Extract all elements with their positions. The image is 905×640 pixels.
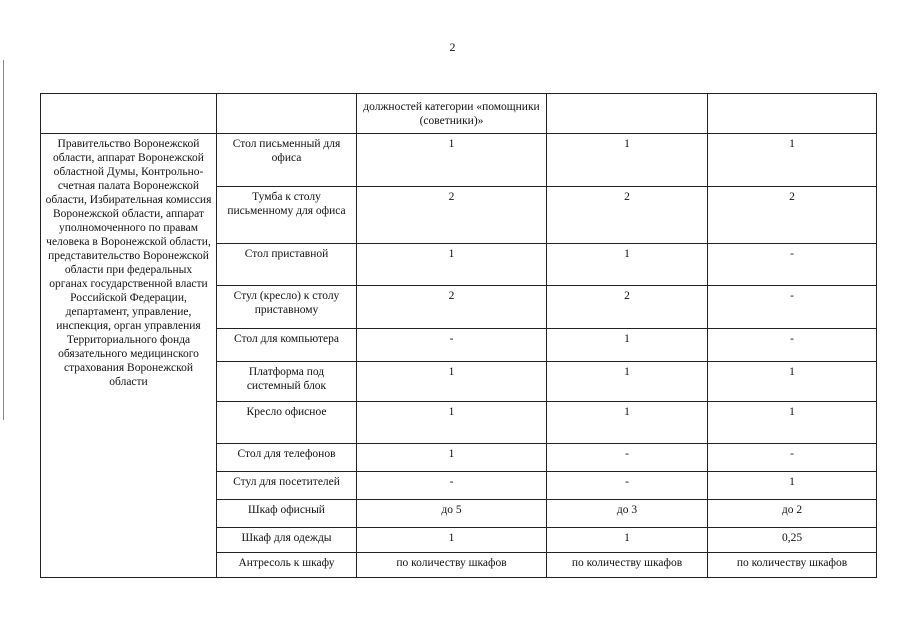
value-cell: 1 [357,444,547,472]
value-cell: - [708,286,877,329]
header-cell-category-2 [547,94,708,134]
left-margin-line [3,60,4,420]
item-name: Стол письменный для офиса [217,134,357,187]
value-cell: 1 [357,402,547,444]
value-cell: 2 [357,187,547,244]
value-cell: 1 [547,402,708,444]
item-name: Платформа под системный блок [217,362,357,402]
value-cell: до 3 [547,500,708,528]
value-cell: 2 [547,187,708,244]
value-cell: - [708,444,877,472]
header-cell-category-3 [708,94,877,134]
item-name: Тумба к столу письменному для офиса [217,187,357,244]
value-cell: - [357,472,547,500]
value-cell: - [357,329,547,362]
value-cell: - [547,444,708,472]
value-cell: 1 [547,134,708,187]
table-header-row [41,94,877,134]
table-row [41,134,877,187]
value-cell: 1 [357,528,547,553]
value-cell: 1 [357,244,547,286]
item-name: Шкаф офисный [217,500,357,528]
value-cell: до 5 [357,500,547,528]
item-name: Стол для телефонов [217,444,357,472]
header-cell-organization [41,94,217,134]
header-cell-category-1: должностей категории «помощники (советники)» [357,94,547,134]
value-cell: 1 [357,362,547,402]
item-name: Стол для компьютера [217,329,357,362]
value-cell: до 2 [708,500,877,528]
value-cell: 1 [547,329,708,362]
value-cell: 1 [708,362,877,402]
item-name: Антресоль к шкафу [217,553,357,578]
furniture-norms-table [40,93,877,578]
value-cell: 1 [708,402,877,444]
value-cell: 1 [547,362,708,402]
value-cell: по количеству шкафов [357,553,547,578]
item-name: Стул (кресло) к столу приставному [217,286,357,329]
value-cell: 0,25 [708,528,877,553]
organization-cell: Правительство Воронежской области, аппарат Воронежской областной Думы, Контрольно-счетная палата Воронежской области, Избирательная комиссия Воронежской области, аппарат уполномоченного по правам человека в Воронежской области, представительство Воронежской области при федеральных органах государственной власти Российской Федерации, департамент, управление, инспекция, орган управления Территориального фонда обязательного медицинского страхования Воронежской области [41,134,217,578]
value-cell: 1 [547,528,708,553]
value-cell: 2 [708,187,877,244]
value-cell: 1 [357,134,547,187]
item-name: Стол приставной [217,244,357,286]
value-cell: 1 [708,134,877,187]
page-number: 2 [449,40,456,54]
item-name: Кресло офисное [217,402,357,444]
value-cell: - [708,329,877,362]
value-cell: по количеству шкафов [708,553,877,578]
value-cell: 1 [708,472,877,500]
item-name: Шкаф для одежды [217,528,357,553]
header-cell-item [217,94,357,134]
value-cell: - [547,472,708,500]
value-cell: - [708,244,877,286]
value-cell: по количеству шкафов [547,553,708,578]
value-cell: 1 [547,244,708,286]
item-name: Стул для посетителей [217,472,357,500]
value-cell: 2 [547,286,708,329]
value-cell: 2 [357,286,547,329]
